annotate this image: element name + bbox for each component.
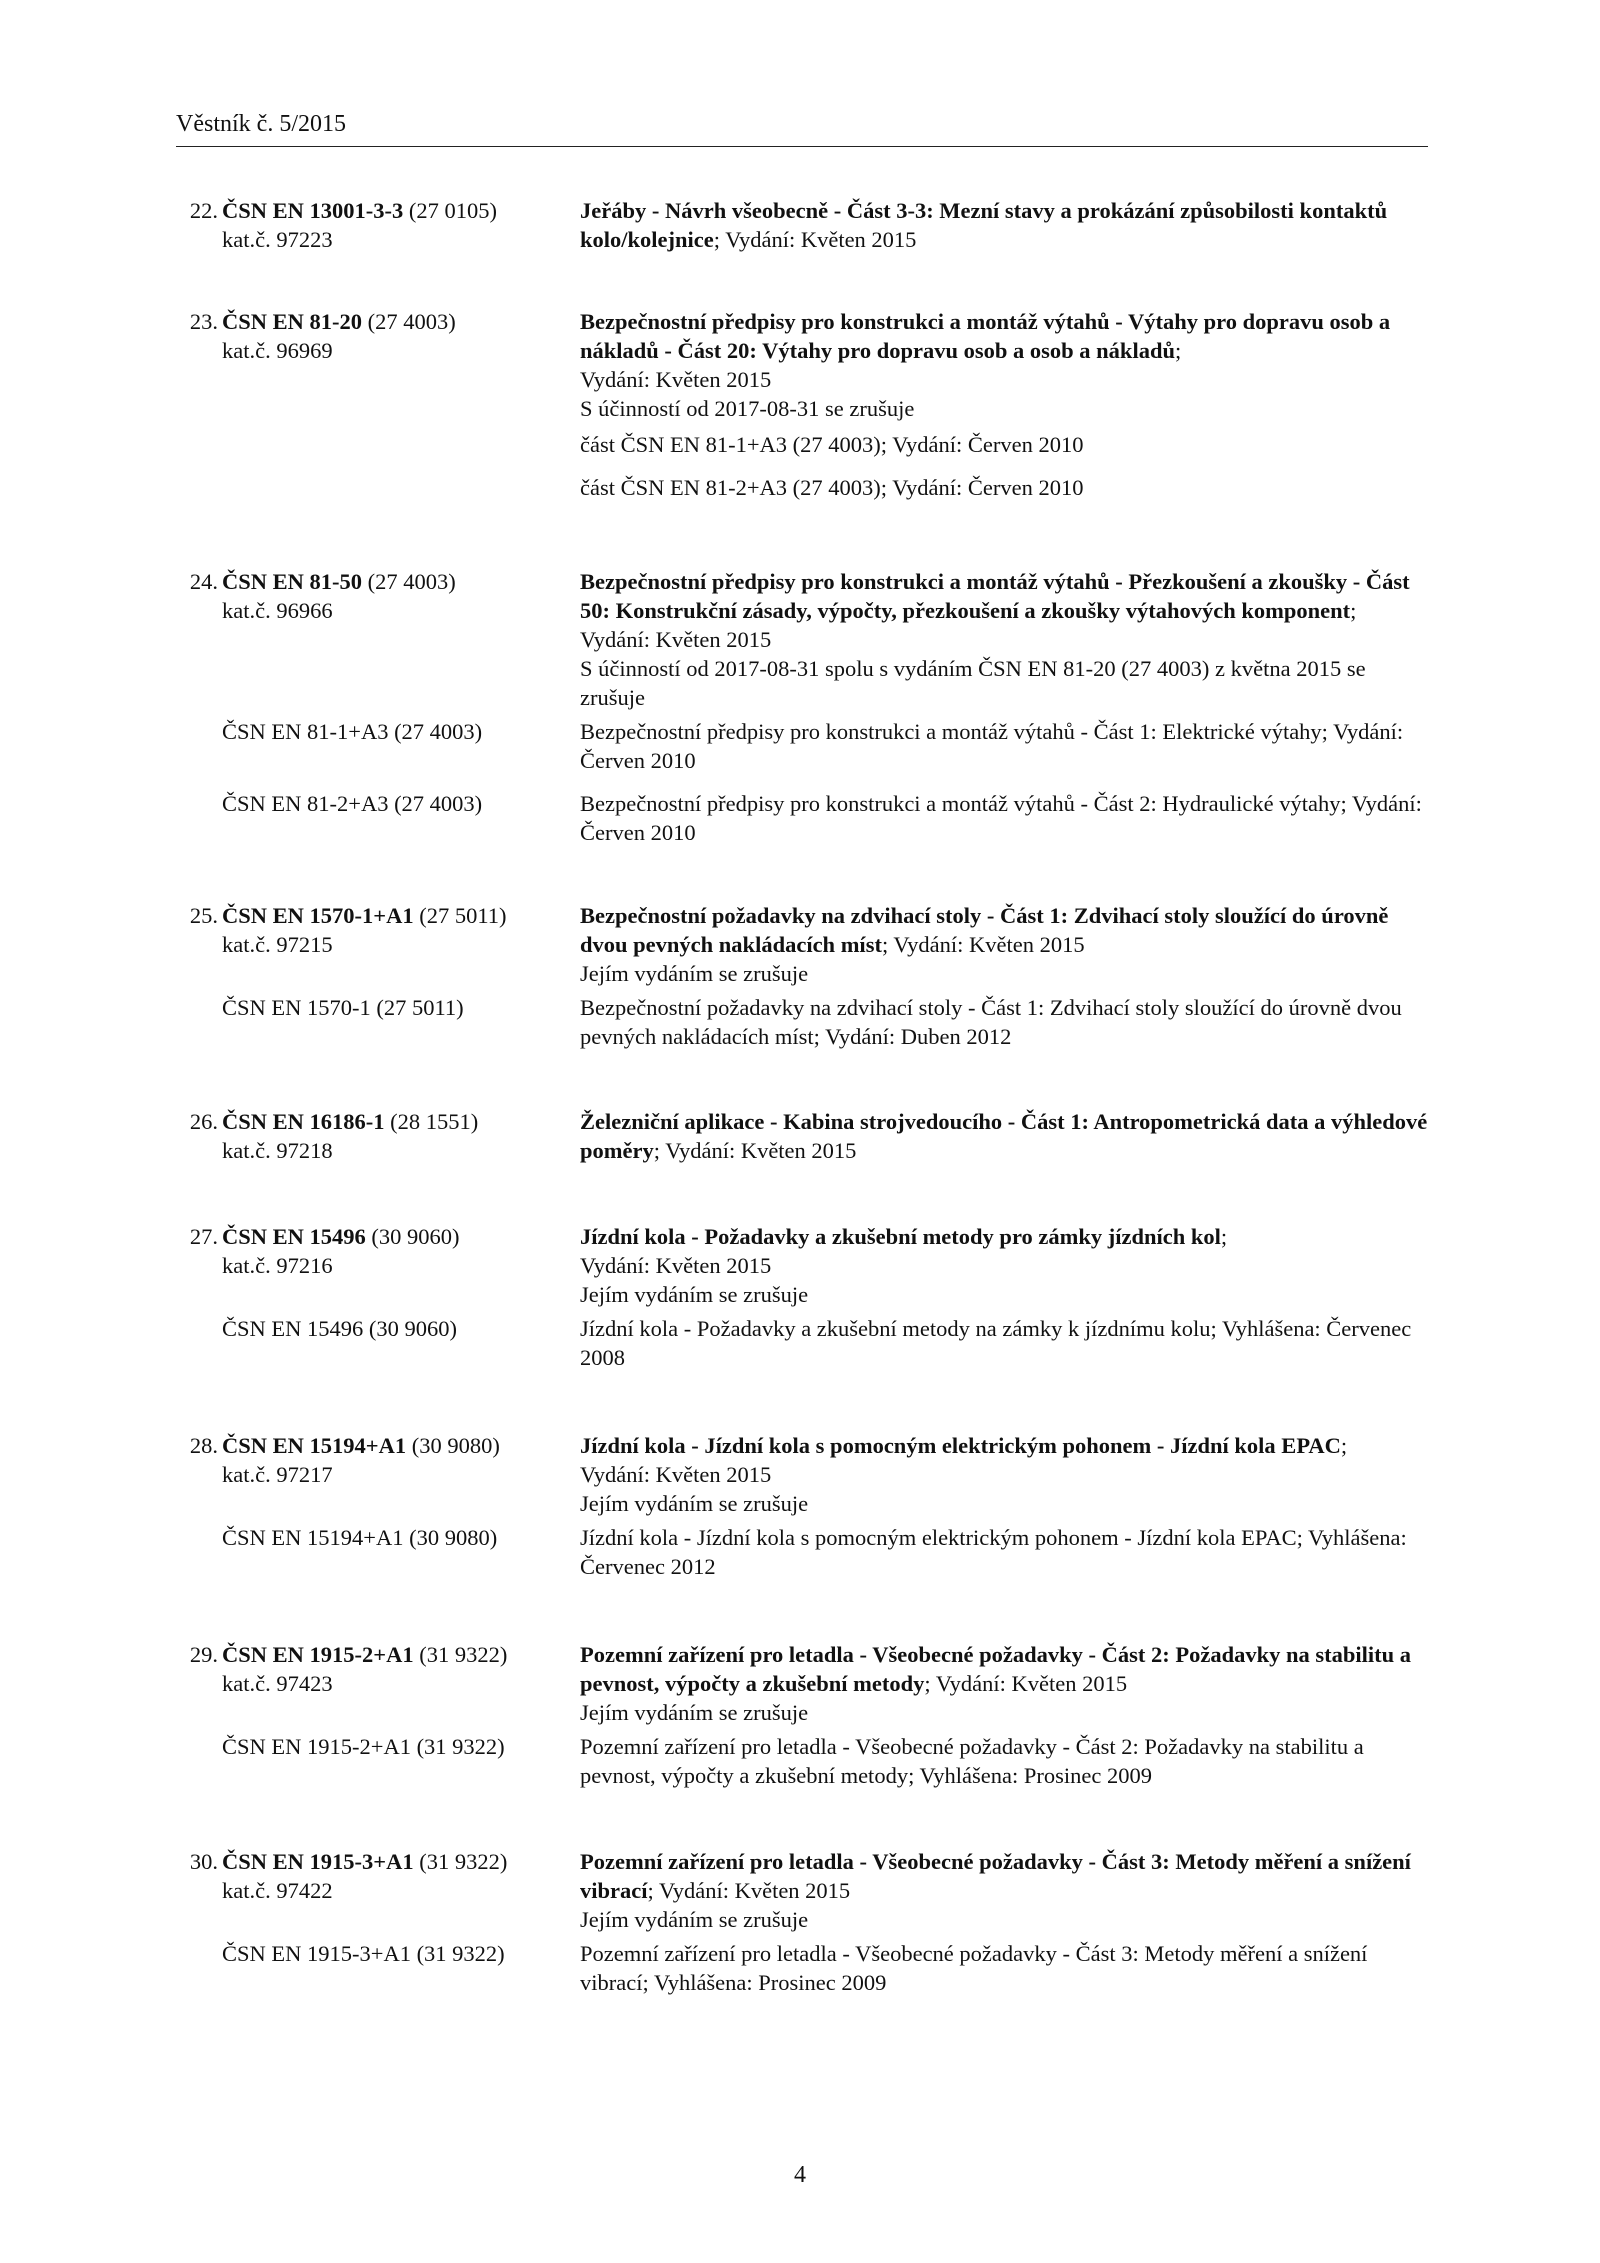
edition-info: ;: [1174, 338, 1182, 363]
replaced-standard-id: ČSN EN 1570-1 (27 5011): [222, 995, 464, 1020]
replaced-standard-title: Bezpečnostní předpisy pro konstrukci a montáž výtahů - Část 2: Hydraulické výtahy; Vydání: Červen 2010: [580, 791, 1422, 845]
replaced-standard-id: ČSN EN 81-1+A3 (27 4003): [222, 719, 483, 744]
entry-number: 29.: [189, 1642, 218, 1667]
standard-code: (30 9080): [406, 1433, 500, 1458]
standard-code: (31 9322): [413, 1849, 508, 1874]
standard-code: (28 1551): [384, 1109, 479, 1134]
description-column: [580, 196, 1430, 254]
standard-id: ČSN EN 1915-3+A1: [222, 1849, 414, 1874]
standard-title: Pozemní zařízení pro letadla - Všeobecné požadavky - Část 2: Požadavky na stabilitu a pevnost, výpočty a zkušební metody: [580, 1642, 1412, 1696]
edition-info: Vydání: Květen 2015: [580, 1462, 772, 1487]
standard-code: (27 4003): [362, 569, 456, 594]
catalog-number: kat.č. 96966: [222, 598, 333, 623]
standard-code: (27 0105): [403, 198, 498, 223]
description-column: [580, 1222, 1430, 1370]
catalog-number: kat.č. 97217: [222, 1462, 333, 1487]
page-number: 4: [794, 2162, 806, 2188]
catalog-number: kat.č. 97223: [222, 227, 333, 252]
replaced-standard-title: Bezpečnostní požadavky na zdvihací stoly - Část 1: Zdvihací stoly sloužící do úrovně dvou pevných nakládacích míst; Vydání: Duben 2012: [580, 995, 1402, 1049]
catalog-number: kat.č. 97423: [222, 1671, 333, 1696]
standard-code: (27 4003): [362, 309, 456, 334]
standard-title: Bezpečnostní předpisy pro konstrukci a montáž výtahů - Výtahy pro dopravu osob a nákladů - Část 20: Výtahy pro dopravu osob a osob a nákladů: [580, 309, 1391, 363]
replaced-standard-id: ČSN EN 1915-2+A1 (31 9322): [222, 1734, 505, 1759]
description-column: [580, 1107, 1430, 1165]
replaced-standard-id: ČSN EN 15496 (30 9060): [222, 1316, 457, 1341]
standard-column: [176, 1847, 556, 1966]
cancellation-note: S účinností od 2017-08-31 spolu s vydáním ČSN EN 81-20 (27 4003) z května 2015 se zrušuje: [580, 656, 1366, 710]
standard-column: [176, 567, 556, 816]
standard-code: (31 9322): [413, 1642, 508, 1667]
edition-info: ;: [1220, 1224, 1228, 1249]
catalog-number: kat.č. 97218: [222, 1138, 333, 1163]
replaced-standard-title: Pozemní zařízení pro letadla - Všeobecné požadavky - Část 2: Požadavky na stabilitu a pevnost, výpočty a zkušební metody; Vyhlášena: Prosinec 2009: [580, 1734, 1364, 1788]
standard-code: (27 5011): [413, 903, 507, 928]
catalog-number: kat.č. 97215: [222, 932, 333, 957]
standard-column: [176, 1107, 556, 1165]
standard-id: ČSN EN 13001-3-3: [222, 198, 404, 223]
standard-code: (30 9060): [365, 1224, 460, 1249]
replaced-standard-id: ČSN EN 1915-3+A1 (31 9322): [222, 1941, 505, 1966]
description-column: [580, 1847, 1430, 1995]
edition-info: ; Vydání: Květen 2015: [713, 227, 917, 252]
standard-title: Jeřáby - Návrh všeobecně - Část 3-3: Mezní stavy a prokázání způsobilosti kontaktů kolo/kolejnice: [580, 198, 1388, 252]
standard-title: Bezpečnostní předpisy pro konstrukci a montáž výtahů - Přezkoušení a zkoušky - Část 50: Konstrukční zásady, výpočty, přezkoušení a zkoušky výtahových komponent: [580, 569, 1410, 623]
standard-column: [176, 196, 556, 254]
replaced-standard-title: Bezpečnostní předpisy pro konstrukci a montáž výtahů - Část 1: Elektrické výtahy; Vydání: Červen 2010: [580, 719, 1404, 773]
standard-title: Jízdní kola - Jízdní kola s pomocným elektrickým pohonem - Jízdní kola EPAC: [580, 1433, 1341, 1458]
entry-number: 24.: [189, 569, 218, 594]
edition-info: ; Vydání: Květen 2015: [653, 1138, 857, 1163]
standard-column: [176, 307, 556, 365]
standard-title: Železniční aplikace - Kabina strojvedoucího - Část 1: Antropometrická data a výhledové poměry: [580, 1109, 1428, 1163]
standard-title: Jízdní kola - Požadavky a zkušební metody pro zámky jízdních kol: [580, 1224, 1221, 1249]
replaced-standard-id: ČSN EN 81-2+A3 (27 4003): [222, 791, 483, 816]
standard-id: ČSN EN 16186-1: [222, 1109, 385, 1134]
standard-id: ČSN EN 81-50: [222, 569, 363, 594]
edition-info: ;: [1340, 1433, 1348, 1458]
entry-number: 25.: [189, 903, 218, 928]
edition-info: Vydání: Květen 2015: [580, 1253, 772, 1278]
entry-number: 22.: [189, 198, 218, 223]
standard-id: ČSN EN 1915-2+A1: [222, 1642, 414, 1667]
edition-info: ; Vydání: Květen 2015: [924, 1671, 1128, 1696]
cancelled-standard: část ČSN EN 81-1+A3 (27 4003); Vydání: Červen 2010: [580, 432, 1084, 457]
description-column: [580, 901, 1430, 1049]
catalog-number: kat.č. 96969: [222, 338, 333, 363]
replaced-standard-id: ČSN EN 15194+A1 (30 9080): [222, 1525, 498, 1550]
cancellation-note: Jejím vydáním se zrušuje: [580, 1700, 809, 1725]
standard-column: [176, 1222, 556, 1341]
standard-id: ČSN EN 1570-1+A1: [222, 903, 414, 928]
cancellation-note: Jejím vydáním se zrušuje: [580, 961, 809, 986]
cancellation-note: Jejím vydáním se zrušuje: [580, 1907, 809, 1932]
description-column: [580, 1431, 1430, 1579]
standard-id: ČSN EN 81-20: [222, 309, 363, 334]
replaced-standard-title: Jízdní kola - Jízdní kola s pomocným elektrickým pohonem - Jízdní kola EPAC; Vyhlášena: Červenec 2012: [580, 1525, 1407, 1579]
page-header: [176, 110, 1428, 147]
description-column: [580, 1640, 1430, 1788]
standard-title: Bezpečnostní požadavky na zdvihací stoly - Část 1: Zdvihací stoly sloužící do úrovně dvou pevných nakládacích míst: [580, 903, 1389, 957]
cancelled-standard: část ČSN EN 81-2+A3 (27 4003); Vydání: Červen 2010: [580, 475, 1084, 500]
bulletin-title: Věstník č. 5/2015: [176, 111, 346, 137]
entry-number: 26.: [189, 1109, 218, 1134]
description-column: [580, 567, 1430, 845]
entry-number: 23.: [189, 309, 218, 334]
edition-info: ; Vydání: Květen 2015: [881, 932, 1085, 957]
edition-info: ; Vydání: Květen 2015: [647, 1878, 851, 1903]
description-column: [580, 307, 1430, 502]
standard-id: ČSN EN 15496: [222, 1224, 366, 1249]
standard-column: [176, 1431, 556, 1550]
entry-number: 30.: [189, 1849, 218, 1874]
entry-number: 27.: [189, 1224, 218, 1249]
cancellation-note: Jejím vydáním se zrušuje: [580, 1491, 809, 1516]
cancellation-note: S účinností od 2017-08-31 se zrušuje: [580, 396, 915, 421]
standard-column: [176, 901, 556, 1020]
edition-info: Vydání: Květen 2015: [580, 367, 772, 392]
standard-id: ČSN EN 15194+A1: [222, 1433, 407, 1458]
cancellation-note: Jejím vydáním se zrušuje: [580, 1282, 809, 1307]
edition-info: ; Vydání: Květen 2015: [580, 598, 1357, 652]
standard-title: Pozemní zařízení pro letadla - Všeobecné požadavky - Část 3: Metody měření a snížení vibrací: [580, 1849, 1411, 1903]
entry-number: 28.: [189, 1433, 218, 1458]
catalog-number: kat.č. 97216: [222, 1253, 333, 1278]
standard-column: [176, 1640, 556, 1759]
replaced-standard-title: Pozemní zařízení pro letadla - Všeobecné požadavky - Část 3: Metody měření a snížení vibrací; Vyhlášena: Prosinec 2009: [580, 1941, 1368, 1995]
replaced-standard-title: Jízdní kola - Požadavky a zkušební metody na zámky k jízdnímu kolu; Vyhlášena: Červenec 2008: [580, 1316, 1412, 1370]
catalog-number: kat.č. 97422: [222, 1878, 333, 1903]
